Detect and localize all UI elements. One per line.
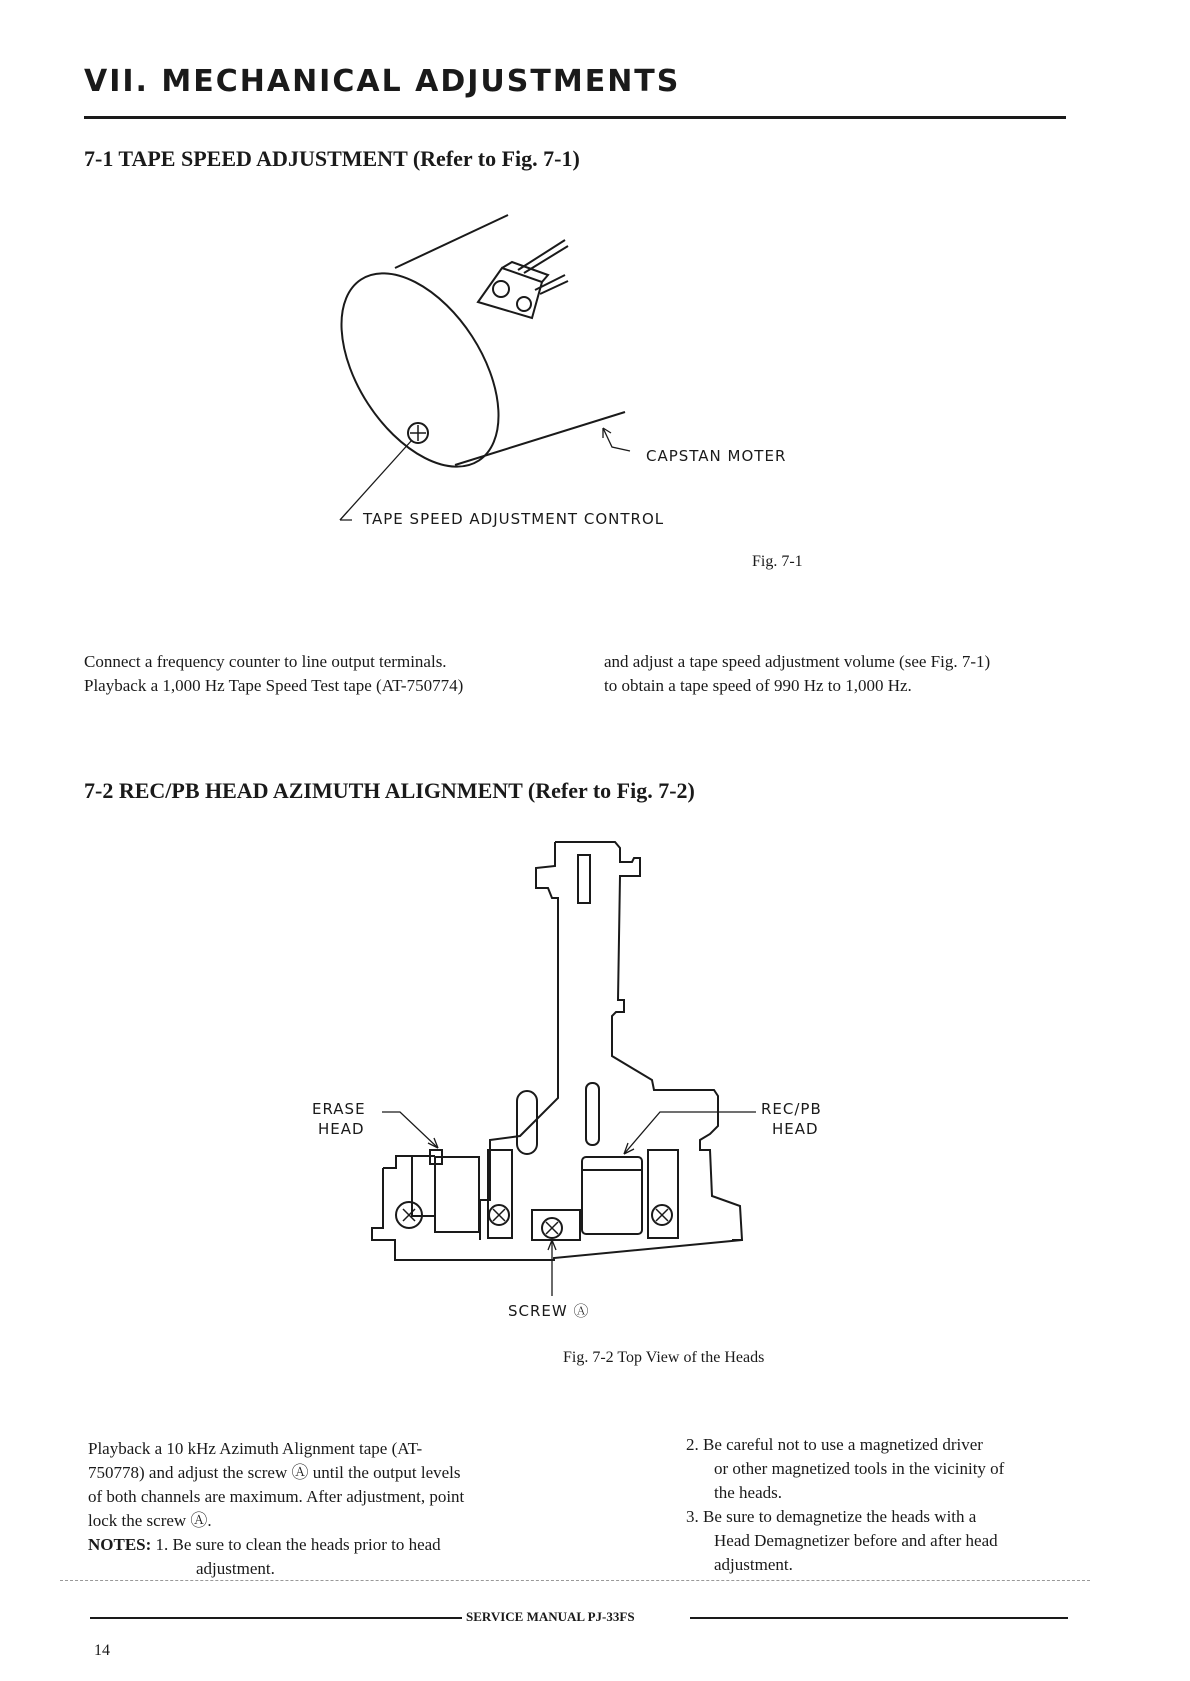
note-3c: adjustment. xyxy=(714,1555,793,1574)
note-2b: or other magnetized tools in the vicinity of xyxy=(714,1459,1005,1478)
text-line: to obtain a tape speed of 990 Hz to 1,000 Hz. xyxy=(604,676,912,695)
dashed-rule xyxy=(60,1580,1090,1581)
note-3a: 3. Be sure to demagnetize the heads with a xyxy=(686,1507,977,1526)
note-2a: 2. Be careful not to use a magnetized driver xyxy=(686,1435,983,1454)
text-line: and adjust a tape speed adjustment volume (see Fig. 7-1) xyxy=(604,652,991,671)
erase-head-label-2: HEAD xyxy=(318,1120,365,1138)
note-3b: Head Demagnetizer before and after head xyxy=(714,1531,998,1550)
capstan-motor-label: CAPSTAN MOTER xyxy=(646,447,787,465)
note-1 xyxy=(88,1533,558,1557)
text-line: Playback a 1,000 Hz Tape Speed Test tape (AT-750774) xyxy=(84,676,464,695)
text-line: 1. Be sure to clean the heads prior to head xyxy=(155,1535,441,1554)
page-number: 14 xyxy=(94,1642,110,1659)
notes-label: NOTES: xyxy=(88,1535,152,1554)
fig-7-2-caption: Fig. 7-2 Top View of the Heads xyxy=(563,1349,765,1366)
footer-rule-right xyxy=(690,1617,1068,1619)
footer-rule-left xyxy=(90,1617,462,1619)
section-7-2-text-left xyxy=(88,1437,558,1581)
erase-head-label-1: ERASE xyxy=(312,1100,366,1118)
text-line: lock the screw Ⓐ. xyxy=(88,1511,212,1530)
fig-7-1-caption: Fig. 7-1 xyxy=(752,553,803,570)
footer-title: SERVICE MANUAL PJ-33FS xyxy=(466,1609,635,1624)
tape-speed-control-label: TAPE SPEED ADJUSTMENT CONTROL xyxy=(363,510,665,528)
text-line: adjustment. xyxy=(196,1559,275,1578)
text-line: 750778) and adjust the screw Ⓐ until the output levels xyxy=(88,1463,461,1482)
recpb-head-label-2: HEAD xyxy=(772,1120,819,1138)
recpb-head-label-1: REC/PB xyxy=(761,1100,822,1118)
screw-a-label: SCREW Ⓐ xyxy=(508,1302,590,1320)
note-2c: the heads. xyxy=(714,1483,782,1502)
text-line: Playback a 10 kHz Azimuth Alignment tape (AT- xyxy=(88,1439,423,1458)
section-7-2-title: 7-2 REC/PB HEAD AZIMUTH ALIGNMENT (Refer to Fig. 7-2) xyxy=(84,778,695,803)
text-line: of both channels are maximum. After adjustment, point xyxy=(88,1487,465,1506)
chapter-title: VII. MECHANICAL ADJUSTMENTS xyxy=(84,64,681,99)
section-7-2-text-right xyxy=(686,1433,1076,1577)
section-7-1-title: 7-1 TAPE SPEED ADJUSTMENT (Refer to Fig. 7-1) xyxy=(84,146,580,171)
text-line: Connect a frequency counter to line output terminals. xyxy=(84,652,447,671)
